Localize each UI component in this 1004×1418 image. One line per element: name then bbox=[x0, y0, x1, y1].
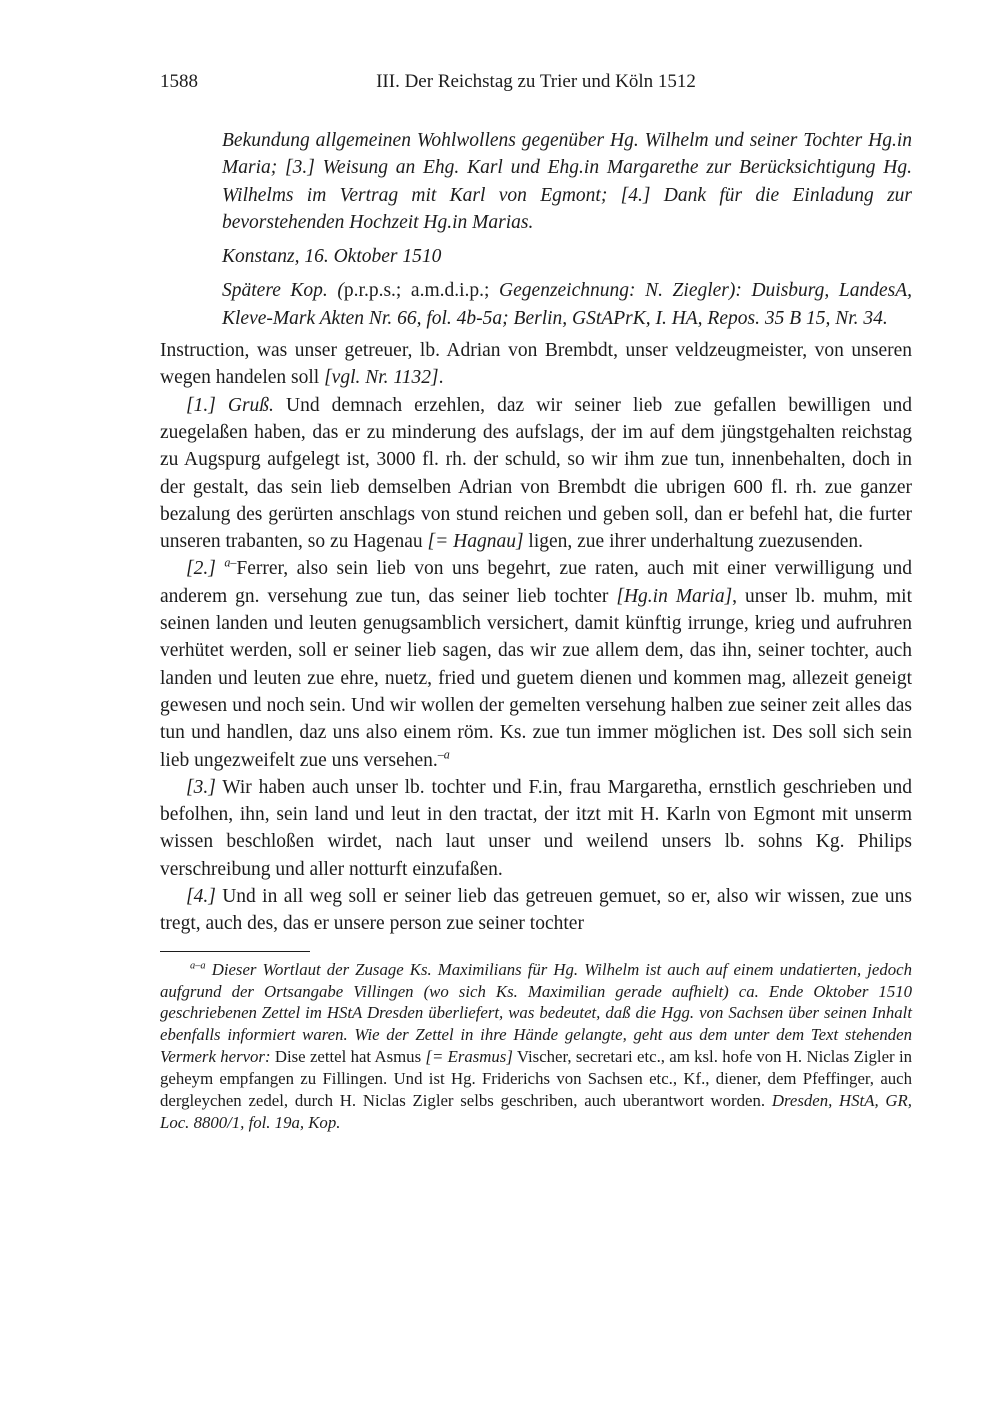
text-segment: Dise zettel hat Asmus bbox=[274, 1047, 426, 1067]
text-segment: Instruction, was unser getreuer, lb. Adrian von Brembdt, unser veldzeugmeister, von unseren wegen handelen soll bbox=[160, 340, 912, 389]
document-body bbox=[160, 337, 912, 938]
text-segment: Wir haben auch unser lb. tochter und F.in, frau Margaretha, ernstlich geschrieben und befolhen, ihn, sein land und leut in den tractat, der itzt mit H. Karln von Egmont mit unserm wissen beschloßen wirdet, nach laut unser und weilend unsers lb. sohns Kg. Philips verschreibung und aller notturft einzufaßen. bbox=[160, 776, 912, 880]
paragraph-instruction bbox=[160, 337, 912, 392]
footnote-a bbox=[160, 959, 912, 1134]
text-segment: ligen, zue ihrer underhaltung zuezusenden. bbox=[523, 531, 864, 553]
text-segment: Dresden, HStA, GR, Loc. 8800/1, fol. 19a, Kop. bbox=[160, 1091, 912, 1132]
text-segment: –a bbox=[437, 747, 450, 762]
text-segment: [= Erasmus] bbox=[425, 1047, 513, 1067]
text-segment: [3.] bbox=[186, 776, 216, 798]
running-head-title: III. Der Reichstag zu Trier und Köln 1512 bbox=[376, 71, 696, 92]
text-segment: [= Hagnau] bbox=[427, 531, 524, 553]
text-segment: , unser lb. muhm, mit seinen landen und leuten genugsamblich versichert, damit künftig irrunge, krieg und aufruhren verhütet werden, soll er seiner lieb sagen, das wir zue allem dem, das ihn, seiner tochter, auch landen und leuten zue ehre, nuetz, fried und guetem dienen und kommen mag, allezeit geneigt gewesen und noch sein. Und wir wollen der gemelten versehung halben zue seiner zeit alles das tun und handlen, daz uns also einem röm. Ks. zue tun immer möglichen ist. Des soll sich sein lieb ungezweifelt zue uns versehen. bbox=[160, 585, 912, 771]
paragraph-1 bbox=[160, 392, 912, 556]
headnote-summary: Bekundung allgemeinen Wohlwollens gegenüber Hg. Wilhelm und seiner Tochter Hg.in Maria; [3.] Weisung an Ehg. Karl und Ehg.in Margarethe zur Berücksichtigung Hg. Wilhelms im Vertrag mit Karl von Egmont; [4.] Dank für die Einladung zur bevorstehenden Hochzeit Hg.in Marias. bbox=[222, 130, 912, 233]
text-segment: [4.] bbox=[186, 886, 216, 908]
paragraph-2 bbox=[160, 555, 912, 773]
text-segment: Ferrer, also sein lieb von uns begehrt, zue raten, auch mit einer verwilligung und anderem gn. versehung zue tun, das seiner lieb tochter bbox=[160, 558, 912, 607]
text-segment: [vgl. Nr. 1132] bbox=[324, 367, 439, 389]
text-segment: a– bbox=[224, 555, 237, 570]
text-segment: Vischer, secretari etc., am ksl. hofe von H. Niclas Zigler in geheym empfangen zu Fillingen. Und ist Hg. Friderichs von Sachsen etc., Kf., diener, dem Pfeffinger, auch dergleychen zedel, durch H. Niclas Zigler selbs geschriben, auch uberantwort worden. bbox=[160, 1047, 912, 1111]
headnote-source-note bbox=[222, 277, 912, 332]
text-segment: . bbox=[438, 367, 444, 389]
text-segment: p.r.p.s.; a.m.d.i.p.; bbox=[343, 280, 500, 302]
page-number: 1588 bbox=[160, 71, 198, 92]
text-segment: Dieser Wortlaut der Zusage Ks. Maximilians für Hg. Wilhelm ist auch auf einem undatierten, jedoch aufgrund der Ortsangabe Villingen (wo sich Ks. Maximilian gerade aufhielt) ca. Ende Oktober 1510 geschriebenen Zettel im HStA Dresden überliefert, was bedeutet, daß die Hgg. von Sachsen über seinen Inhalt ebenfalls informiert waren. Wie der Zettel in ihre Hände gelangte, geht aus dem unter dem Text stehenden Vermerk hervor: bbox=[160, 959, 912, 1067]
paragraph-4 bbox=[160, 883, 912, 938]
text-segment: Gegenzeichnung: N. Ziegler): Duisburg, LandesA, Kleve-Mark Akten Nr. 66, fol. 4b-5a; Berlin, GStAPrK, I. HA, Repos. 35 B 15, Nr. 34. bbox=[222, 280, 913, 329]
text-segment: a–a bbox=[190, 960, 206, 972]
text-segment: Und in all weg soll er seiner lieb das getreuen gemuet, so er, also wir wissen, zue uns tregt, auch des, das er unsere person zue seiner tochter bbox=[160, 886, 912, 935]
text-segment: Und demnach erzehlen, daz wir seiner lieb zue gefallen bewilligen und zuegelaßen haben, das er zu minderung des aufslags, der im auf dem jüngstgehalten reichstag zu Augspurg aufgelegt ist, 3000 fl. rh. der schuld, so wir ihm zue tun, innenbehalten, doch in der gestalt, das sein lieb demselben Adrian von Brembdt die ubrigen 600 fl. rh. zue ganzer bezalung des gerürten anschlags von stund reichen und geben soll, dan er befehl hat, die furter unseren trabanten, so zu Hagenau bbox=[160, 394, 912, 553]
running-header bbox=[160, 70, 912, 94]
paragraph-3 bbox=[160, 774, 912, 883]
text-segment: [Hg.in Maria] bbox=[616, 585, 733, 607]
footnote-block bbox=[160, 951, 912, 1134]
text-segment: Spätere Kop. ( bbox=[222, 280, 344, 302]
footnote-separator-rule bbox=[160, 951, 310, 952]
headnote-dateline: Konstanz, 16. Oktober 1510 bbox=[222, 246, 442, 268]
text-segment: [1.] Gruß. bbox=[186, 394, 274, 416]
text-segment: [2.] bbox=[186, 558, 225, 580]
headnote-block bbox=[222, 127, 912, 332]
